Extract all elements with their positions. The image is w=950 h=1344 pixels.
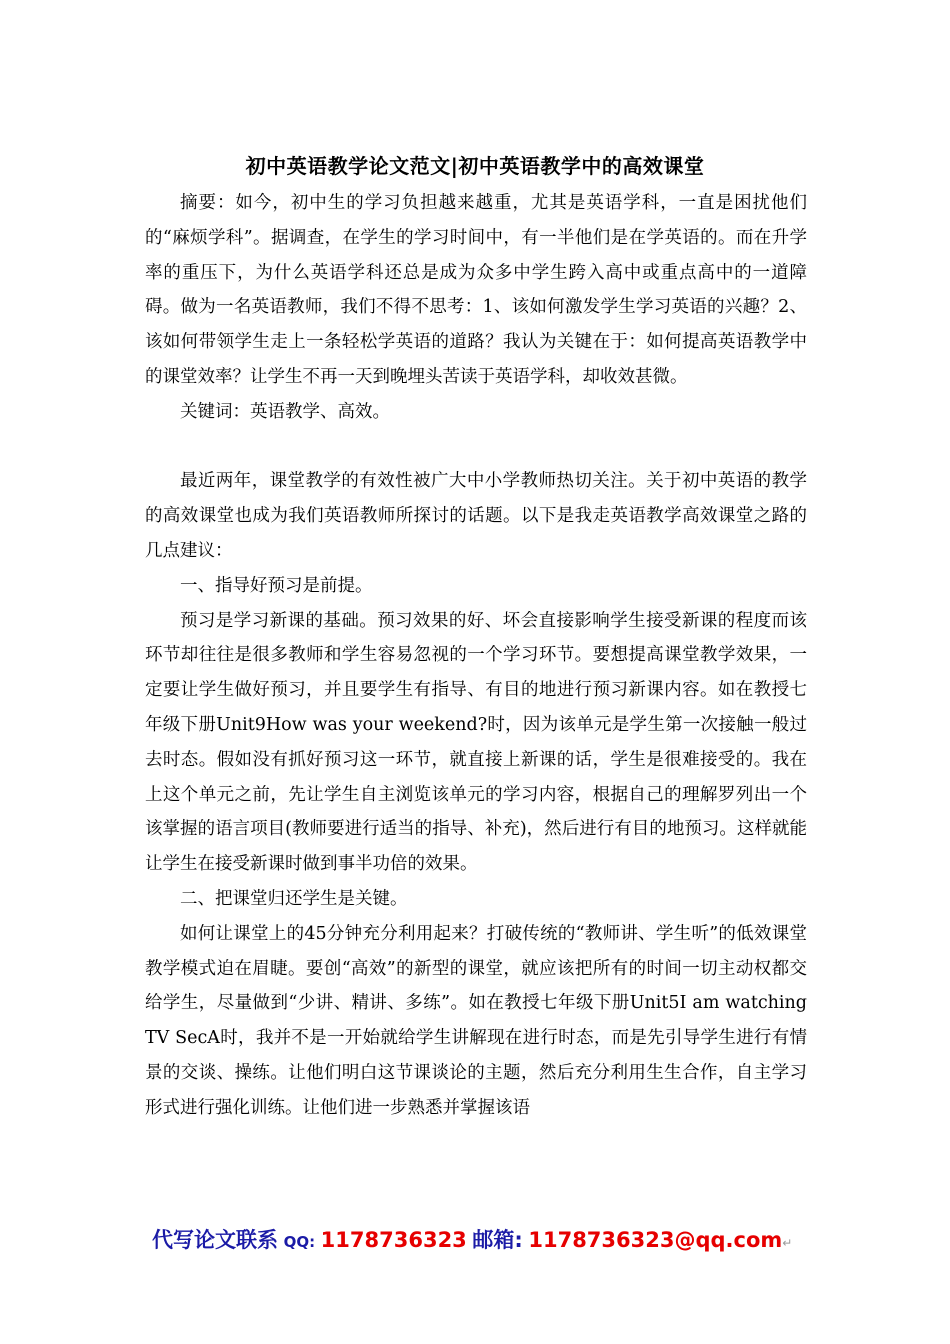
abstract-paragraph: 摘要：如今，初中生的学习负担越来越重，尤其是英语学科，一直是困扰他们的“麻烦学科”。据调查，在学生的学习时间中，有一半他们是在学英语的。而在升学率的重压下，为什么英语学科还总是成为众多中学生跨入高中或重点高中的一道障碍。做为一名英语教师，我们不得不思考：1、该如何激发学生学习英语的兴趣？2、该如何带领学生走上一条轻松学英语的道路？我认为关键在于：如何提高英语教学中的课堂效率？让学生不再一天到晚埋头苦读于英语学科，却收效甚微。 (145, 193, 807, 387)
footer-lead: 代写论文联系 (152, 1228, 278, 1252)
footer-email: 1178736323@qq.com (528, 1228, 783, 1252)
footer-qq-number: 1178736323 (320, 1228, 467, 1252)
intro-paragraph: 最近两年，课堂教学的有效性被广大中小学教师热切关注。关于初中英语的教学的高效课堂也成为我们英语教师所探讨的话题。以下是我走英语教学高效课堂之路的几点建议： (145, 471, 807, 561)
preview-paragraph: 预习是学习新课的基础。预习效果的好、坏会直接影响学生接受新课的程度而该环节却往往是很多教师和学生容易忽视的一个学习环节。要想提高课堂教学效果，一定要让学生做好预习，并且要学生有指导、有目的地进行预习新课内容。如在教授七年级下册Unit9How was your weekend?时，因为该单元是学生第一次接触一般过去时态。假如没有抓好预习这一环节，就直接上新课的话，学生是很难接受的。我在上这个单元之前，先让学生自主浏览该单元的学习内容，根据自己的理解罗列出一个该掌握的语言项目(教师要进行适当的指导、补充)，然后进行有目的地预习。这样就能让学生在接受新课时做到事半功倍的效果。 (145, 610, 807, 875)
document-title: 初中英语教学论文范文|初中英语教学中的高效课堂 (245, 154, 705, 178)
classroom-paragraph: 如何让课堂上的45分钟充分利用起来？打破传统的“教师讲、学生听”的低效课堂教学模式迫在眉睫。要创“高效”的新型的课堂，就应该把所有的时间一切主动权都交给学生，尽量做到“少讲、精讲、多练”。如在教授七年级下册Unit5I am watching TV SecA时，我并不是一开始就给学生讲解现在进行时态，而是先引导学生进行有情景的交谈、操练。让他们明白这节课谈论的主题，然后充分利用生生合作，自主学习形式进行强化训练。让他们进一步熟悉并掌握该语 (145, 923, 807, 1118)
paragraph-gap (145, 430, 807, 465)
contact-footer (152, 1222, 852, 1258)
section-heading-preview: 一、指导好预习是前提。 (180, 575, 373, 596)
keywords-paragraph: 关键词：英语教学、高效。 (180, 401, 390, 422)
section-heading-classroom: 二、把课堂归还学生是关键。 (180, 888, 408, 909)
paragraph-mark-icon: ↵ (782, 1236, 793, 1250)
footer-email-label: 邮箱: (472, 1228, 523, 1252)
document-body (145, 186, 807, 1126)
footer-qq-label: QQ: (283, 1233, 316, 1251)
